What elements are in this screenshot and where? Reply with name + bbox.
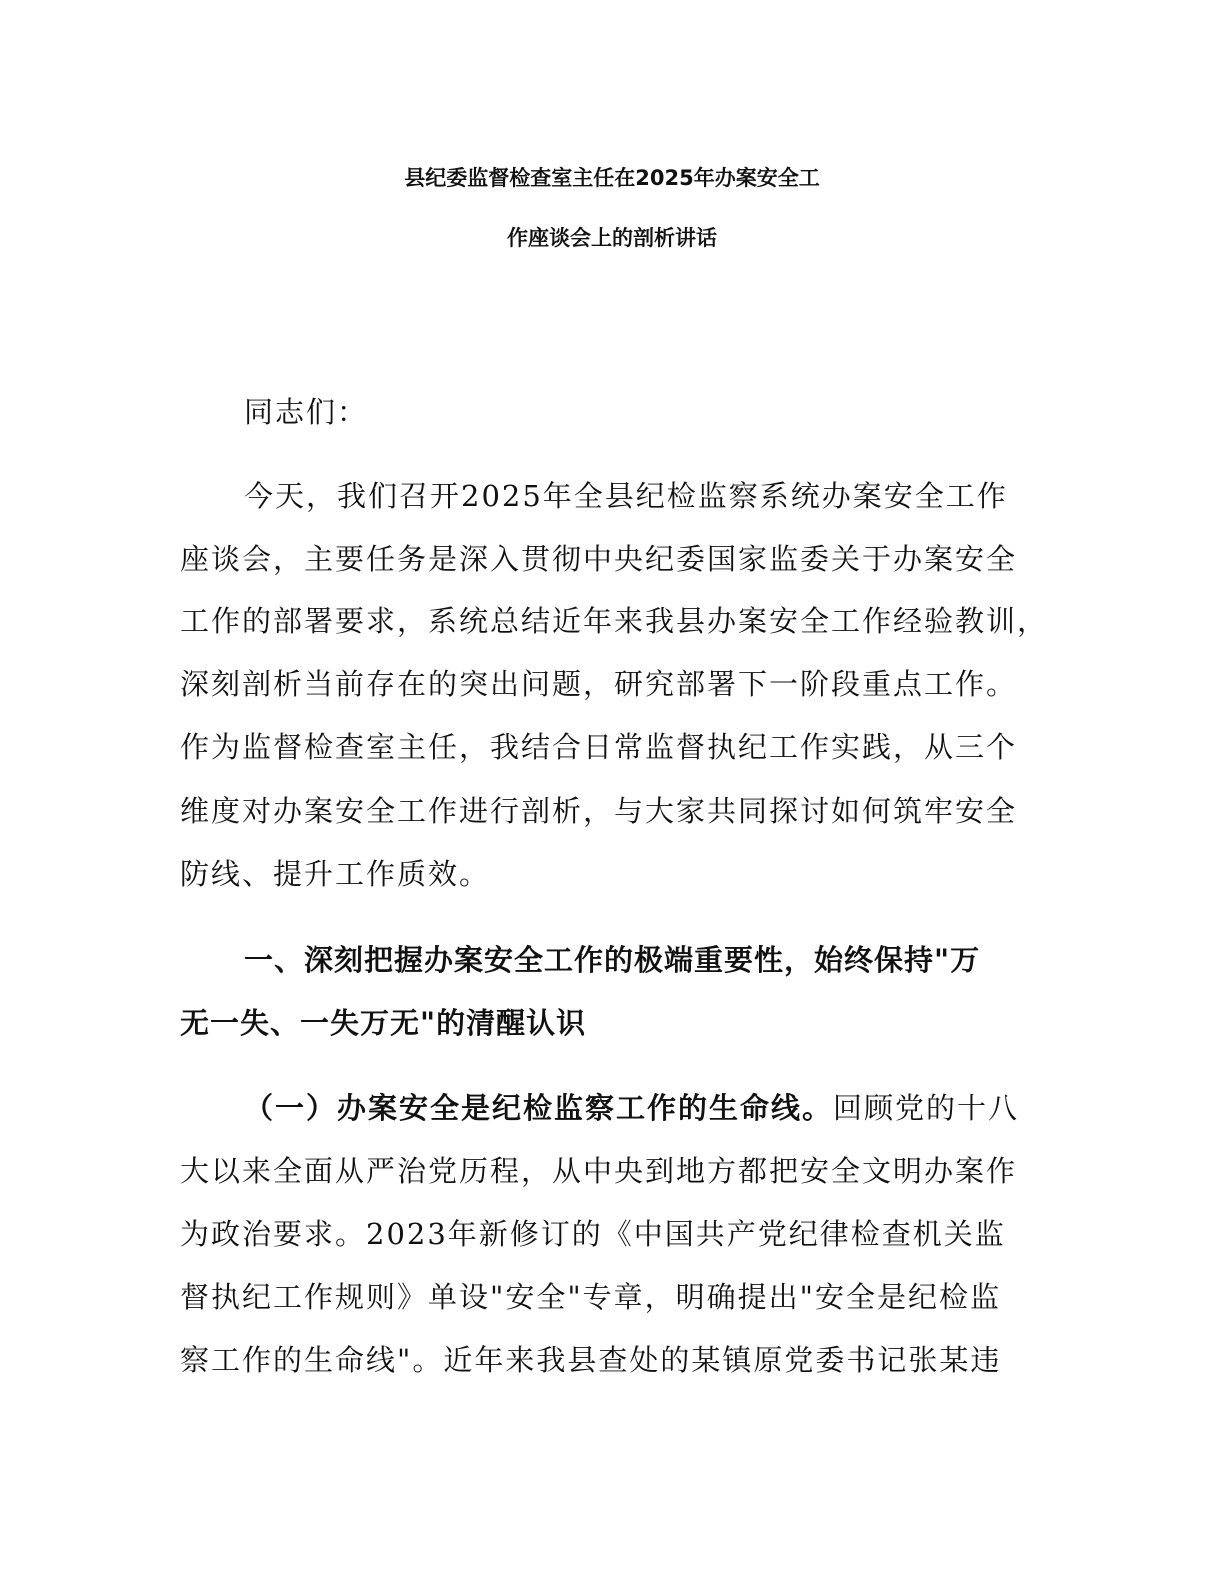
title-line-1: 县纪委监督检查室主任在2025年办案安全工 <box>404 166 820 190</box>
intro-line: 工作的部署要求，系统总结近年来我县办案安全工作经验教训， <box>180 604 1049 638</box>
title-line-2: 作座谈会上的剖析讲话 <box>507 226 717 250</box>
subsection-line: 察工作的生命线"。近年来我县查处的某镇原党委书记张某违 <box>180 1343 1002 1377</box>
subsection-first-line <box>244 1088 1019 1128</box>
subsection-line: 为政治要求。2023年新修订的《中国共产党纪律检查机关监 <box>180 1217 1006 1251</box>
subsection-text: 回顾党的十八 <box>833 1091 1020 1125</box>
intro-line: 防线、提升工作质效。 <box>180 857 491 891</box>
document-title <box>150 148 1074 268</box>
subsection-line: 大以来全面从严治党历程，从中央到地方都把安全文明办案作 <box>180 1154 1018 1188</box>
subsection-lead: （一）办案安全是纪检监察工作的生命线。 <box>244 1091 834 1125</box>
section-heading-line: 无一失、一失万无"的清醒认识 <box>180 1006 587 1040</box>
salutation: 同志们： <box>244 395 369 429</box>
intro-line: 座谈会，主要任务是深入贯彻中央纪委国家监委关于办案安全 <box>180 542 1018 576</box>
intro-line: 作为监督检查室主任，我结合日常监督执纪工作实践，从三个 <box>180 730 1018 764</box>
intro-line: 深刻剖析当前存在的突出问题，研究部署下一阶段重点工作。 <box>180 667 1018 701</box>
intro-line: 今天，我们召开2025年全县纪检监察系统办案安全工作 <box>244 479 1008 513</box>
intro-line: 维度对办案安全工作进行剖析，与大家共同探讨如何筑牢安全 <box>180 794 1018 828</box>
section-heading-line: 一、深刻把握办案安全工作的极端重要性，始终保持"万 <box>244 943 981 977</box>
subsection-line: 督执纪工作规则》单设"安全"专章，明确提出"安全是纪检监 <box>180 1280 1002 1314</box>
